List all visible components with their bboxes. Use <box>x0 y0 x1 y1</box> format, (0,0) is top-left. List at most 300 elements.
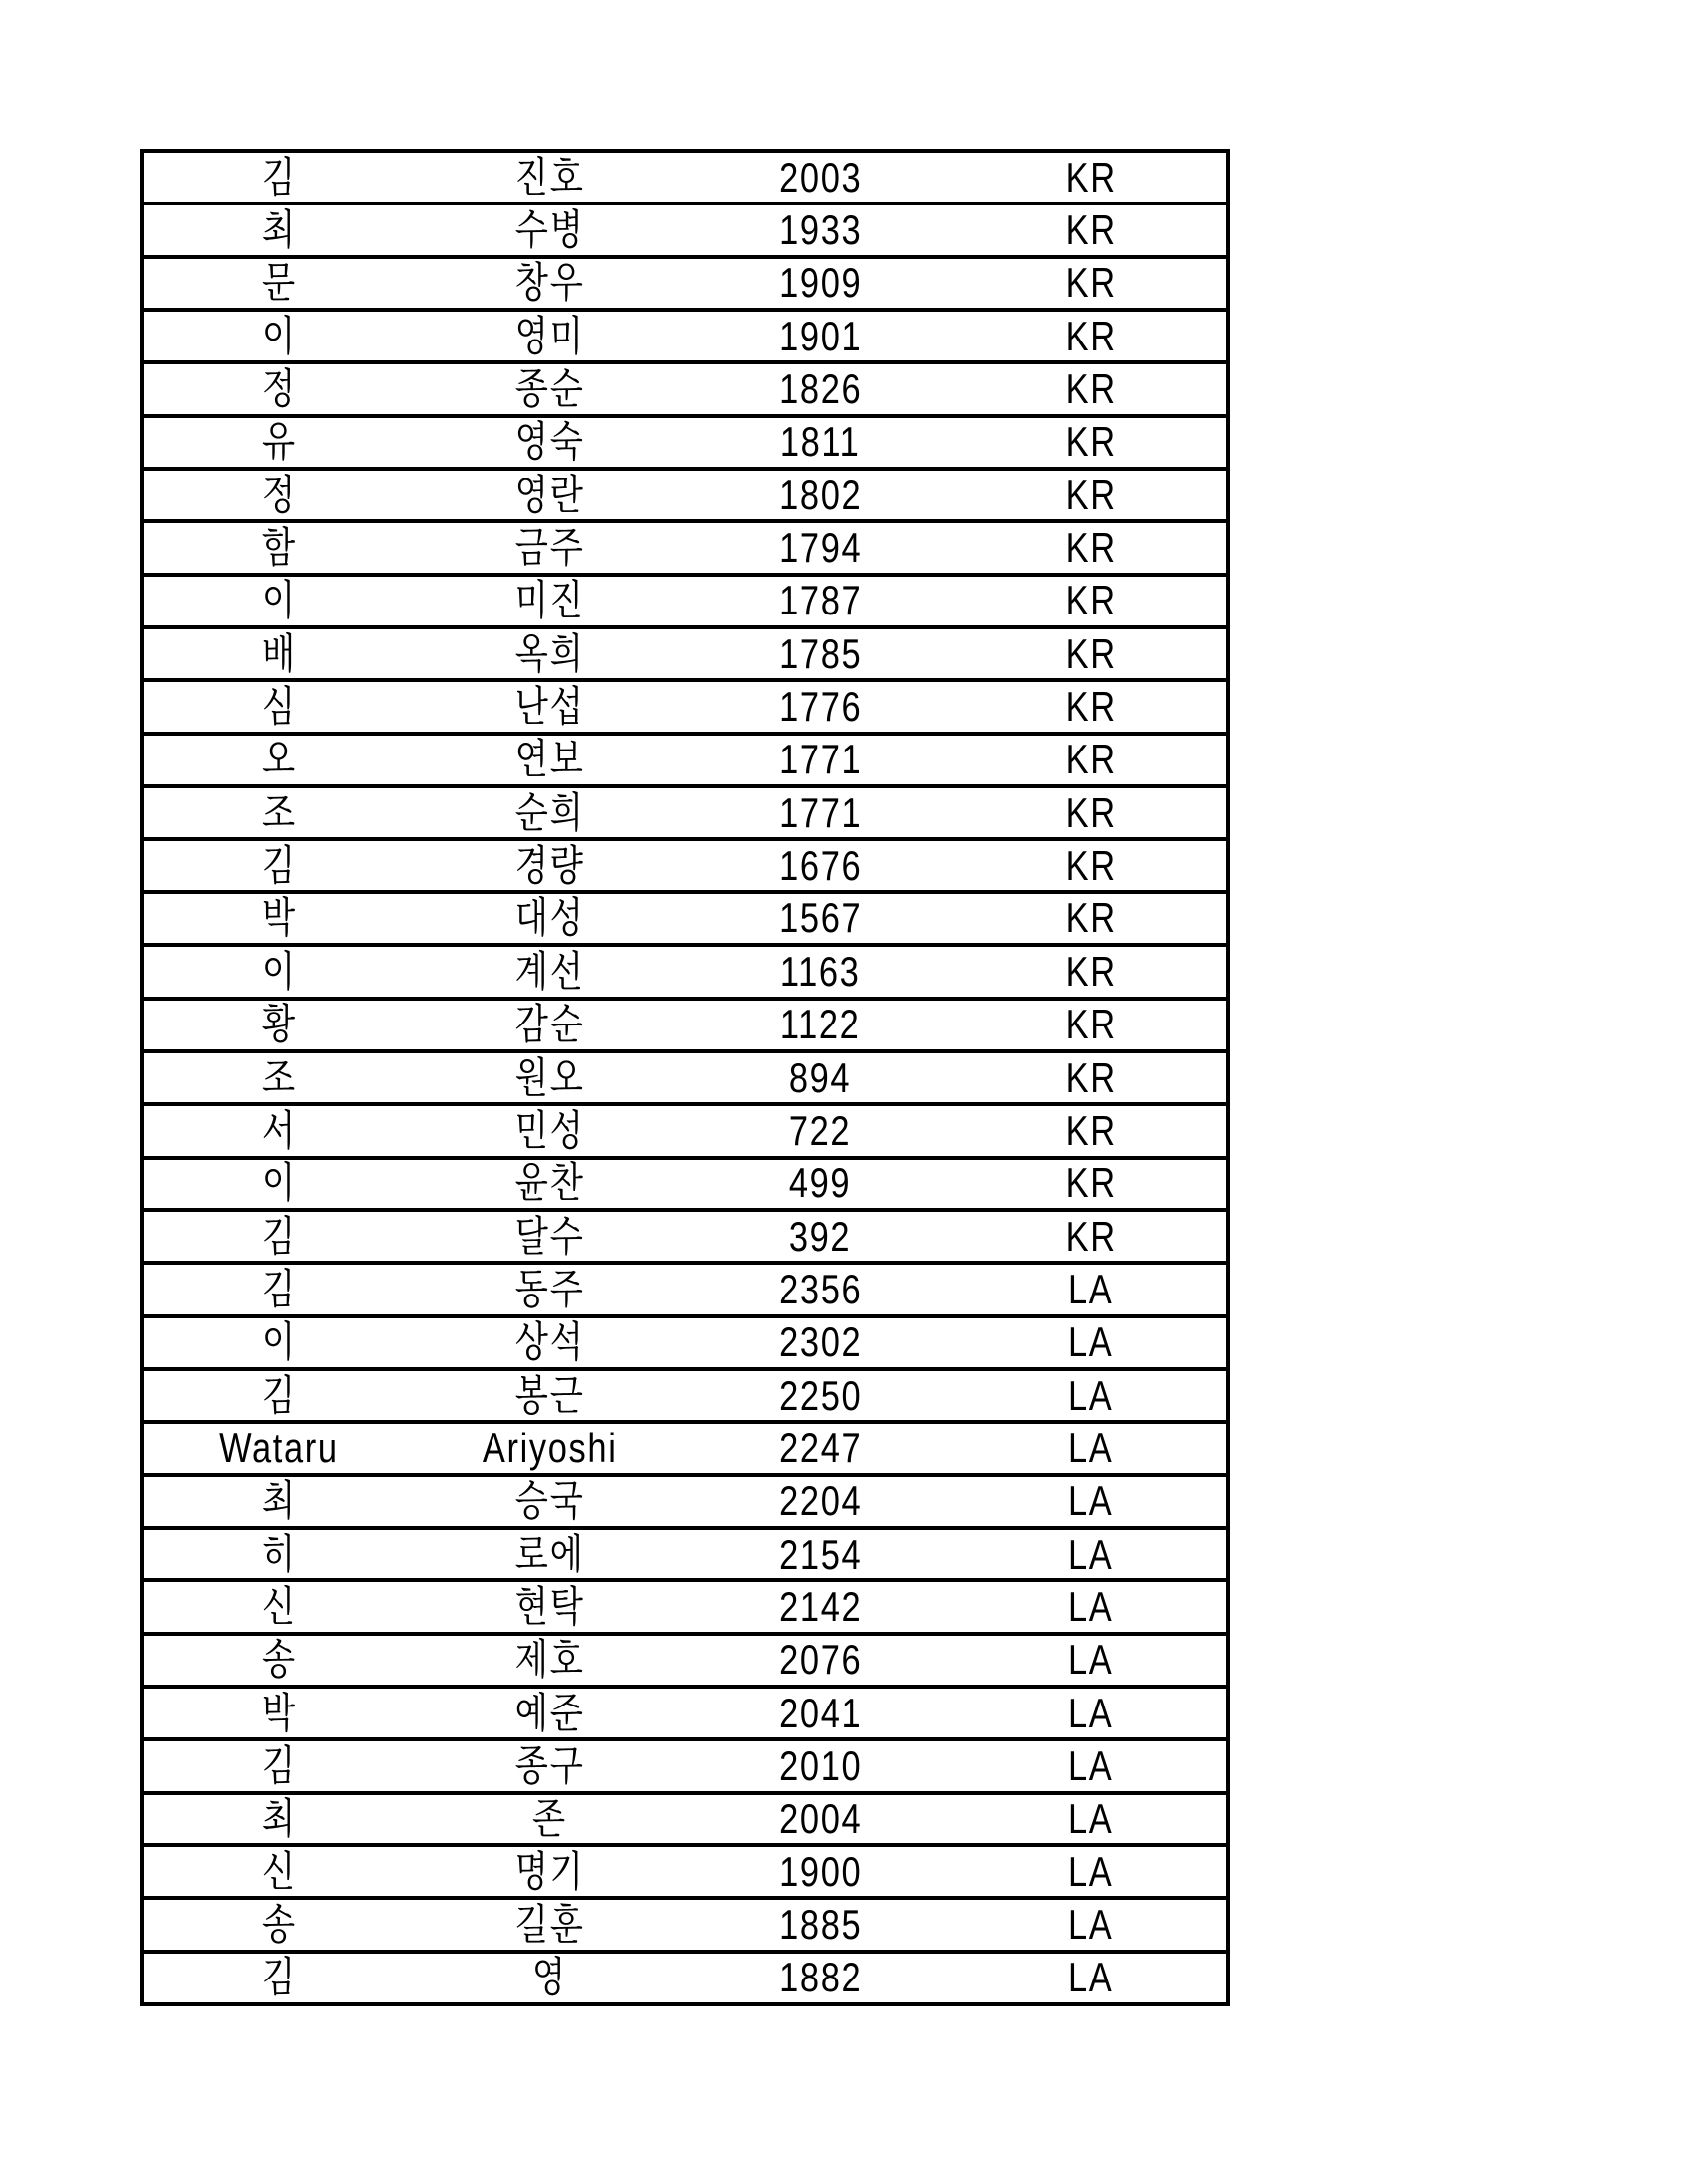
first-name-text: 원오 <box>514 1053 585 1101</box>
first-name-text: 영란 <box>514 471 585 518</box>
cell-first-name <box>415 1847 686 1896</box>
last-name-text: 신 <box>261 1582 297 1630</box>
cell-rating <box>685 1371 956 1420</box>
rating-text: 1882 <box>778 1954 862 2001</box>
cell-region <box>956 577 1227 625</box>
region-text: KR <box>1065 683 1117 731</box>
region-text: KR <box>1065 1160 1117 1207</box>
last-name-text: 최 <box>261 206 297 254</box>
table-row <box>144 418 1226 471</box>
rating-text: 1787 <box>778 577 862 624</box>
cell-rating <box>685 1900 956 1949</box>
first-name-text: 계선 <box>514 947 585 995</box>
rating-text: 2356 <box>778 1265 862 1312</box>
cell-first-name <box>415 471 686 519</box>
first-name-text: 창우 <box>514 259 585 307</box>
rating-text: 2154 <box>778 1530 862 1577</box>
cell-first-name <box>415 1900 686 1949</box>
region-text: LA <box>1068 1424 1114 1471</box>
region-text: KR <box>1065 788 1117 836</box>
last-name-text: 김 <box>261 1954 297 2001</box>
cell-rating <box>685 471 956 519</box>
rating-text: 2142 <box>778 1582 862 1630</box>
first-name-text: 승국 <box>514 1477 585 1525</box>
table-row <box>144 1106 1226 1159</box>
table-row <box>144 1053 1226 1106</box>
first-name-text: 현탁 <box>514 1582 585 1630</box>
cell-first-name <box>415 1795 686 1843</box>
first-name-text: 동주 <box>514 1265 585 1312</box>
cell-last-name <box>144 1582 415 1631</box>
cell-rating <box>685 1477 956 1526</box>
table-row <box>144 523 1226 576</box>
region-text: KR <box>1065 842 1117 889</box>
first-name-text: 달수 <box>514 1212 585 1260</box>
cell-last-name <box>144 259 415 308</box>
cell-region <box>956 1265 1227 1313</box>
last-name-text: 김 <box>261 1741 297 1789</box>
region-text: LA <box>1068 1954 1114 2001</box>
cell-first-name <box>415 1424 686 1472</box>
region-text: LA <box>1068 1847 1114 1895</box>
cell-region <box>956 841 1227 889</box>
cell-rating <box>685 577 956 625</box>
first-name-text: 진호 <box>514 153 585 201</box>
region-text: KR <box>1065 629 1117 677</box>
cell-region <box>956 1424 1227 1472</box>
cell-last-name <box>144 1212 415 1261</box>
rating-text: 1163 <box>779 947 861 995</box>
cell-last-name <box>144 1001 415 1049</box>
cell-last-name <box>144 629 415 678</box>
table-row <box>144 1318 1226 1371</box>
first-name-text: 수병 <box>514 206 585 254</box>
cell-rating <box>685 629 956 678</box>
last-name-text: 황 <box>261 1001 297 1048</box>
cell-rating <box>685 1160 956 1208</box>
last-name-text: 정 <box>261 471 297 518</box>
rating-text: 2010 <box>778 1741 862 1789</box>
cell-last-name <box>144 788 415 837</box>
region-text: LA <box>1068 1530 1114 1577</box>
rating-text: 1933 <box>778 206 862 254</box>
cell-last-name <box>144 1954 415 2002</box>
table-row <box>144 259 1226 312</box>
last-name-text: 송 <box>261 1901 297 1949</box>
cell-region <box>956 1053 1227 1102</box>
cell-last-name <box>144 894 415 943</box>
first-name-text: 옥희 <box>514 629 585 677</box>
cell-rating <box>685 1424 956 1472</box>
cell-region <box>956 1530 1227 1578</box>
cell-first-name <box>415 1001 686 1049</box>
cell-rating <box>685 1741 956 1790</box>
first-name-text: 순희 <box>514 788 585 836</box>
cell-region <box>956 364 1227 413</box>
rating-text: 1794 <box>778 524 862 572</box>
region-text: LA <box>1068 1371 1114 1419</box>
cell-last-name <box>144 1900 415 1949</box>
cell-first-name <box>415 1689 686 1737</box>
region-text: KR <box>1065 1212 1117 1260</box>
region-text: KR <box>1065 471 1117 518</box>
region-text: KR <box>1065 153 1117 201</box>
rating-text: 1771 <box>778 788 862 836</box>
cell-rating <box>685 1106 956 1155</box>
cell-rating <box>685 1530 956 1578</box>
cell-first-name <box>415 841 686 889</box>
cell-region <box>956 205 1227 254</box>
first-name-text: 봉근 <box>514 1371 585 1419</box>
region-text: KR <box>1065 736 1117 783</box>
cell-rating <box>685 1318 956 1367</box>
cell-first-name <box>415 894 686 943</box>
roster-table <box>140 149 1230 2006</box>
region-text: KR <box>1065 577 1117 624</box>
rating-text: 1826 <box>778 365 862 413</box>
cell-first-name <box>415 418 686 467</box>
first-name-text: 금주 <box>514 524 585 572</box>
first-name-text: 경량 <box>514 842 585 889</box>
table-row <box>144 1160 1226 1212</box>
first-name-text: 감순 <box>514 1001 585 1048</box>
cell-rating <box>685 1954 956 2002</box>
cell-region <box>956 1318 1227 1367</box>
last-name-text: 이 <box>261 1318 297 1366</box>
cell-first-name <box>415 577 686 625</box>
cell-first-name <box>415 1106 686 1155</box>
cell-last-name <box>144 1160 415 1208</box>
rating-text: 1771 <box>778 736 862 783</box>
table-row <box>144 1636 1226 1689</box>
cell-rating <box>685 1212 956 1261</box>
region-text: LA <box>1068 1636 1114 1684</box>
first-name-text: 제호 <box>514 1636 585 1684</box>
region-text: LA <box>1068 1265 1114 1312</box>
cell-region <box>956 1582 1227 1631</box>
table-row <box>144 1424 1226 1476</box>
table-row <box>144 1741 1226 1794</box>
cell-rating <box>685 1847 956 1896</box>
last-name-text: 히 <box>261 1530 297 1577</box>
rating-text: 2247 <box>778 1424 862 1471</box>
first-name-text: 영숙 <box>514 418 585 466</box>
rating-text: 1811 <box>779 418 861 466</box>
last-name-text: 김 <box>261 153 297 201</box>
cell-region <box>956 1636 1227 1685</box>
region-text: LA <box>1068 1318 1114 1366</box>
table-row <box>144 471 1226 523</box>
cell-last-name <box>144 1795 415 1843</box>
cell-last-name <box>144 1424 415 1472</box>
cell-first-name <box>415 153 686 202</box>
cell-last-name <box>144 1741 415 1790</box>
first-name-text: 명기 <box>514 1847 585 1895</box>
cell-region <box>956 736 1227 784</box>
table-row <box>144 1265 1226 1317</box>
first-name-text: 종구 <box>514 1741 585 1789</box>
cell-rating <box>685 364 956 413</box>
rating-text: 894 <box>789 1053 852 1101</box>
last-name-text: 최 <box>261 1795 297 1843</box>
first-name-text: 영미 <box>514 312 585 359</box>
first-name-text: 로에 <box>514 1530 585 1577</box>
last-name-text: 이 <box>261 947 297 995</box>
cell-last-name <box>144 1265 415 1313</box>
region-text: LA <box>1068 1689 1114 1736</box>
first-name-text: 길훈 <box>514 1901 585 1949</box>
cell-region <box>956 1160 1227 1208</box>
rating-text: 499 <box>789 1160 852 1207</box>
cell-first-name <box>415 1160 686 1208</box>
cell-rating <box>685 1053 956 1102</box>
table-row <box>144 841 1226 893</box>
cell-first-name <box>415 1318 686 1367</box>
table-row <box>144 894 1226 947</box>
cell-rating <box>685 1636 956 1685</box>
table-row <box>144 1954 1226 2002</box>
last-name-text: 이 <box>261 312 297 359</box>
cell-last-name <box>144 471 415 519</box>
rating-text: 2204 <box>778 1477 862 1525</box>
last-name-text: 김 <box>261 842 297 889</box>
cell-region <box>956 1212 1227 1261</box>
cell-region <box>956 629 1227 678</box>
cell-last-name <box>144 1318 415 1367</box>
rating-text: 1567 <box>778 894 862 942</box>
table-row <box>144 1689 1226 1741</box>
cell-last-name <box>144 1477 415 1526</box>
last-name-text: 이 <box>261 577 297 624</box>
cell-first-name <box>415 1636 686 1685</box>
cell-first-name <box>415 1053 686 1102</box>
cell-rating <box>685 1795 956 1843</box>
cell-rating <box>685 1265 956 1313</box>
cell-first-name <box>415 947 686 996</box>
cell-region <box>956 682 1227 731</box>
region-text: LA <box>1068 1477 1114 1525</box>
table-row <box>144 312 1226 364</box>
table-row <box>144 1795 1226 1847</box>
cell-first-name <box>415 312 686 360</box>
cell-region <box>956 1900 1227 1949</box>
rating-text: 2250 <box>778 1371 862 1419</box>
cell-region <box>956 471 1227 519</box>
cell-rating <box>685 894 956 943</box>
rating-text: 1900 <box>778 1847 862 1895</box>
last-name-text: 김 <box>261 1265 297 1312</box>
region-text: KR <box>1065 365 1117 413</box>
table-row <box>144 205 1226 258</box>
last-name-text: 오 <box>261 736 297 783</box>
first-name-text: 윤찬 <box>514 1160 585 1207</box>
last-name-text: 김 <box>261 1212 297 1260</box>
cell-first-name <box>415 736 686 784</box>
region-text: LA <box>1068 1741 1114 1789</box>
cell-region <box>956 418 1227 467</box>
table-row <box>144 1371 1226 1424</box>
cell-region <box>956 1106 1227 1155</box>
region-text: KR <box>1065 259 1117 307</box>
table-row <box>144 1477 1226 1530</box>
cell-last-name <box>144 682 415 731</box>
first-name-text: 대성 <box>514 894 585 942</box>
cell-rating <box>685 205 956 254</box>
last-name-text: 심 <box>261 683 297 731</box>
cell-region <box>956 259 1227 308</box>
rating-text: 1776 <box>778 683 862 731</box>
last-name-text: 배 <box>261 629 297 677</box>
rating-text: 1901 <box>778 312 862 359</box>
cell-first-name <box>415 788 686 837</box>
table-row <box>144 947 1226 1000</box>
rating-text: 1676 <box>778 842 862 889</box>
cell-last-name <box>144 1636 415 1685</box>
cell-region <box>956 523 1227 572</box>
cell-region <box>956 1689 1227 1737</box>
table-row <box>144 364 1226 417</box>
cell-first-name <box>415 1265 686 1313</box>
region-text: KR <box>1065 1053 1117 1101</box>
cell-last-name <box>144 153 415 202</box>
cell-first-name <box>415 682 686 731</box>
cell-rating <box>685 947 956 996</box>
cell-first-name <box>415 1741 686 1790</box>
rating-text: 2041 <box>778 1689 862 1736</box>
rating-text: 2004 <box>778 1795 862 1843</box>
last-name-text: 조 <box>261 1053 297 1101</box>
region-text: KR <box>1065 312 1117 359</box>
cell-rating <box>685 788 956 837</box>
cell-first-name <box>415 364 686 413</box>
first-name-text: 존 <box>532 1795 568 1843</box>
last-name-text: 박 <box>261 1689 297 1736</box>
table-row <box>144 1582 1226 1635</box>
cell-last-name <box>144 205 415 254</box>
region-text: LA <box>1068 1901 1114 1949</box>
cell-rating <box>685 153 956 202</box>
cell-rating <box>685 1689 956 1737</box>
last-name-text: 송 <box>261 1636 297 1684</box>
first-name-text: 영 <box>532 1954 568 2001</box>
last-name-text: 최 <box>261 1477 297 1525</box>
first-name-text: 종순 <box>514 365 585 413</box>
first-name-text: Ariyoshi <box>482 1424 618 1471</box>
cell-last-name <box>144 1530 415 1578</box>
rating-text: 2003 <box>778 153 862 201</box>
cell-first-name <box>415 629 686 678</box>
table-row <box>144 736 1226 788</box>
cell-region <box>956 1741 1227 1790</box>
cell-last-name <box>144 1847 415 1896</box>
rating-text: 722 <box>789 1106 852 1154</box>
cell-region <box>956 894 1227 943</box>
first-name-text: 난섭 <box>514 683 585 731</box>
table-row <box>144 788 1226 841</box>
last-name-text: 정 <box>261 365 297 413</box>
last-name-text: 신 <box>261 1847 297 1895</box>
first-name-text: 민성 <box>514 1106 585 1154</box>
cell-first-name <box>415 259 686 308</box>
cell-last-name <box>144 1371 415 1420</box>
cell-rating <box>685 1001 956 1049</box>
cell-rating <box>685 523 956 572</box>
rating-text: 1802 <box>778 471 862 518</box>
cell-first-name <box>415 1212 686 1261</box>
cell-last-name <box>144 312 415 360</box>
first-name-text: 미진 <box>514 577 585 624</box>
cell-last-name <box>144 841 415 889</box>
cell-region <box>956 1001 1227 1049</box>
last-name-text: 함 <box>261 524 297 572</box>
cell-first-name <box>415 1954 686 2002</box>
rating-text: 1885 <box>778 1901 862 1949</box>
region-text: LA <box>1068 1795 1114 1843</box>
table-row <box>144 1530 1226 1582</box>
cell-first-name <box>415 1582 686 1631</box>
cell-last-name <box>144 577 415 625</box>
region-text: KR <box>1065 1001 1117 1048</box>
cell-rating <box>685 736 956 784</box>
cell-first-name <box>415 205 686 254</box>
last-name-text: 김 <box>261 1371 297 1419</box>
cell-first-name <box>415 1477 686 1526</box>
table-row <box>144 1212 1226 1265</box>
cell-region <box>956 1847 1227 1896</box>
cell-last-name <box>144 364 415 413</box>
cell-last-name <box>144 947 415 996</box>
cell-first-name <box>415 1530 686 1578</box>
cell-rating <box>685 312 956 360</box>
rating-text: 1909 <box>778 259 862 307</box>
cell-region <box>956 947 1227 996</box>
region-text: KR <box>1065 206 1117 254</box>
rating-text: 392 <box>789 1212 852 1260</box>
cell-rating <box>685 259 956 308</box>
cell-last-name <box>144 1106 415 1155</box>
rating-text: 1122 <box>779 1001 861 1048</box>
rating-text: 2076 <box>778 1636 862 1684</box>
cell-first-name <box>415 1371 686 1420</box>
cell-last-name <box>144 418 415 467</box>
table-row <box>144 1847 1226 1900</box>
first-name-text: 연보 <box>514 736 585 783</box>
cell-region <box>956 1954 1227 2002</box>
last-name-text: 서 <box>261 1106 297 1154</box>
table-row <box>144 682 1226 735</box>
cell-region <box>956 1371 1227 1420</box>
cell-region <box>956 788 1227 837</box>
last-name-text: 조 <box>261 788 297 836</box>
region-text: LA <box>1068 1582 1114 1630</box>
last-name-text: 문 <box>261 259 297 307</box>
last-name-text: 이 <box>261 1160 297 1207</box>
cell-rating <box>685 841 956 889</box>
cell-last-name <box>144 736 415 784</box>
last-name-text: 박 <box>261 894 297 942</box>
last-name-text: Wataru <box>219 1424 340 1471</box>
cell-last-name <box>144 1689 415 1737</box>
cell-region <box>956 153 1227 202</box>
region-text: KR <box>1065 894 1117 942</box>
region-text: KR <box>1065 418 1117 466</box>
region-text: KR <box>1065 947 1117 995</box>
rating-text: 1785 <box>778 629 862 677</box>
cell-first-name <box>415 523 686 572</box>
table-row <box>144 629 1226 682</box>
cell-last-name <box>144 523 415 572</box>
cell-region <box>956 1795 1227 1843</box>
